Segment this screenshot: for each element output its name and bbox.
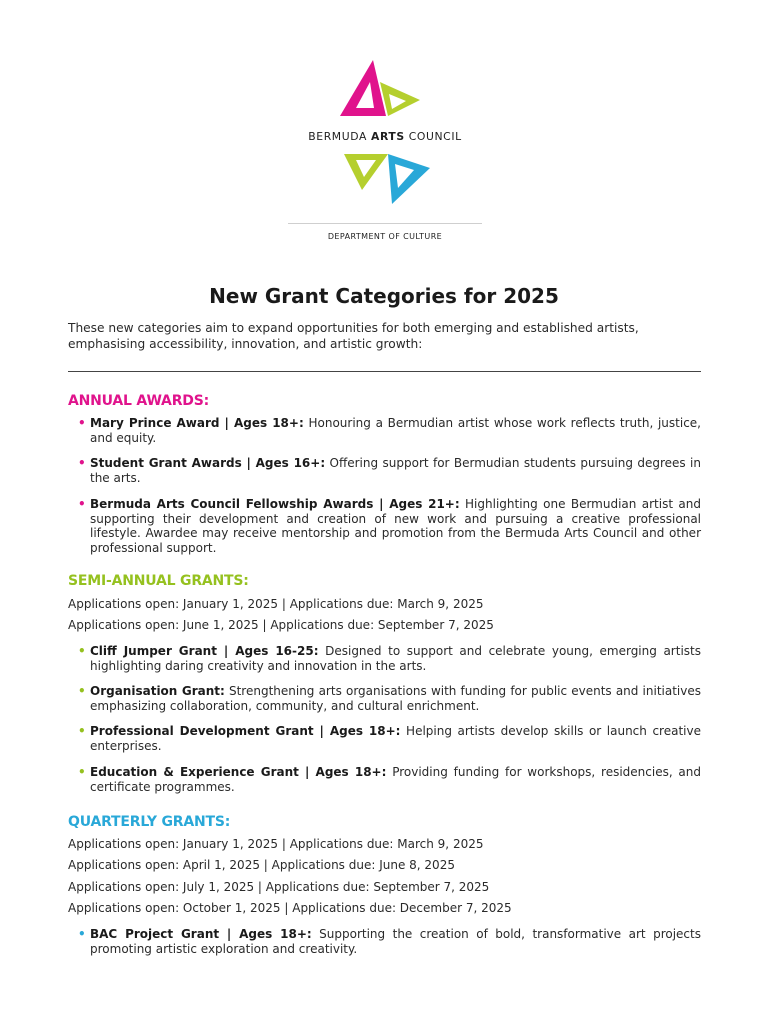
grant-description: Designed to support and celebrate young, emerging artists highlighting daring creativity and innovation in the arts. bbox=[90, 644, 701, 673]
cyan-triangle-icon bbox=[388, 154, 430, 204]
section-divider bbox=[68, 371, 701, 372]
department-label: DEPARTMENT OF CULTURE bbox=[327, 232, 443, 241]
grant-description: Helping artists develop skills or launch creative enterprises. bbox=[90, 724, 701, 753]
semi-annual-grants-heading: SEMI-ANNUAL GRANTS: bbox=[68, 573, 249, 589]
bullet-icon: • bbox=[78, 456, 86, 470]
list-item-fellowship-awards bbox=[78, 497, 701, 555]
list-item-mary-prince-award bbox=[78, 416, 701, 445]
bullet-icon: • bbox=[78, 416, 86, 430]
bermuda-arts-council-logo bbox=[288, 56, 482, 248]
bullet-icon: • bbox=[78, 497, 86, 511]
quarterly-dates-2: Applications open: April 1, 2025 | Applications due: June 8, 2025 bbox=[68, 858, 455, 872]
semi-annual-dates-1: Applications open: January 1, 2025 | Applications due: March 9, 2025 bbox=[68, 597, 484, 611]
quarterly-dates-1: Applications open: January 1, 2025 | Applications due: March 9, 2025 bbox=[68, 837, 484, 851]
semi-annual-dates-2: Applications open: June 1, 2025 | Applications due: September 7, 2025 bbox=[68, 618, 494, 632]
page-title: New Grant Categories for 2025 bbox=[209, 284, 559, 308]
list-item-professional-development-grant bbox=[78, 724, 701, 753]
org-name-prefix: BERMUDA bbox=[308, 130, 367, 143]
org-name bbox=[288, 130, 482, 143]
bullet-icon: • bbox=[78, 724, 86, 738]
list-item-bac-project-grant bbox=[78, 927, 701, 956]
list-item-organisation-grant bbox=[78, 684, 701, 713]
org-name-bold: ARTS bbox=[370, 130, 405, 143]
grant-description: Strengthening arts organisations with funding for public events and initiatives emphasizing collaboration, community, and cultural enrichment. bbox=[90, 684, 701, 713]
bullet-icon: • bbox=[78, 927, 86, 941]
award-description: Offering support for Bermudian students pursuing degrees in the arts. bbox=[90, 456, 701, 485]
bullet-icon: • bbox=[78, 765, 86, 779]
quarterly-grants-heading: QUARTERLY GRANTS: bbox=[68, 814, 231, 830]
quarterly-dates-3: Applications open: July 1, 2025 | Applications due: September 7, 2025 bbox=[68, 880, 490, 894]
award-description: Highlighting one Bermudian artist and supporting their development and creation of new work and pursuing a creative professional lifestyle. Awardee may receive mentorship and promotion from the Bermuda Arts Council and other professional support. bbox=[90, 497, 701, 555]
list-item-education-experience-grant bbox=[78, 765, 701, 794]
bullet-icon: • bbox=[78, 684, 86, 698]
award-name: Bermuda Arts Council Fellowship Awards | Ages 21+: bbox=[90, 497, 460, 511]
list-item-cliff-jumper-grant bbox=[78, 644, 701, 673]
list-item-student-grant-awards bbox=[78, 456, 701, 485]
bullet-icon: • bbox=[78, 644, 86, 658]
intro-paragraph: These new categories aim to expand opportunities for both emerging and established artists, emphasising accessibility, innovation, and artistic growth: bbox=[68, 321, 639, 351]
logo-divider bbox=[288, 223, 482, 224]
grant-name: Professional Development Grant | Ages 18+: bbox=[90, 724, 401, 738]
quarterly-dates-4: Applications open: October 1, 2025 | Applications due: December 7, 2025 bbox=[68, 901, 512, 915]
grant-description: Providing funding for workshops, residencies, and certificate programmes. bbox=[90, 765, 702, 794]
grant-name: BAC Project Grant | Ages 18+: bbox=[90, 927, 312, 941]
annual-awards-heading: ANNUAL AWARDS: bbox=[68, 393, 209, 409]
award-description: Honouring a Bermudian artist whose work reflects truth, justice, and equity. bbox=[90, 416, 701, 445]
grant-name: Education & Experience Grant | Ages 18+: bbox=[90, 765, 387, 779]
grant-description: Supporting the creation of bold, transformative art projects promoting artistic exploration and creativity. bbox=[90, 927, 701, 956]
grant-name: Organisation Grant: bbox=[90, 684, 225, 698]
logo-triangles-graphic bbox=[288, 56, 482, 248]
org-name-suffix: COUNCIL bbox=[408, 130, 462, 143]
grant-name: Cliff Jumper Grant | Ages 16-25: bbox=[90, 644, 319, 658]
award-name: Mary Prince Award | Ages 18+: bbox=[90, 416, 304, 430]
award-name: Student Grant Awards | Ages 16+: bbox=[90, 456, 326, 470]
